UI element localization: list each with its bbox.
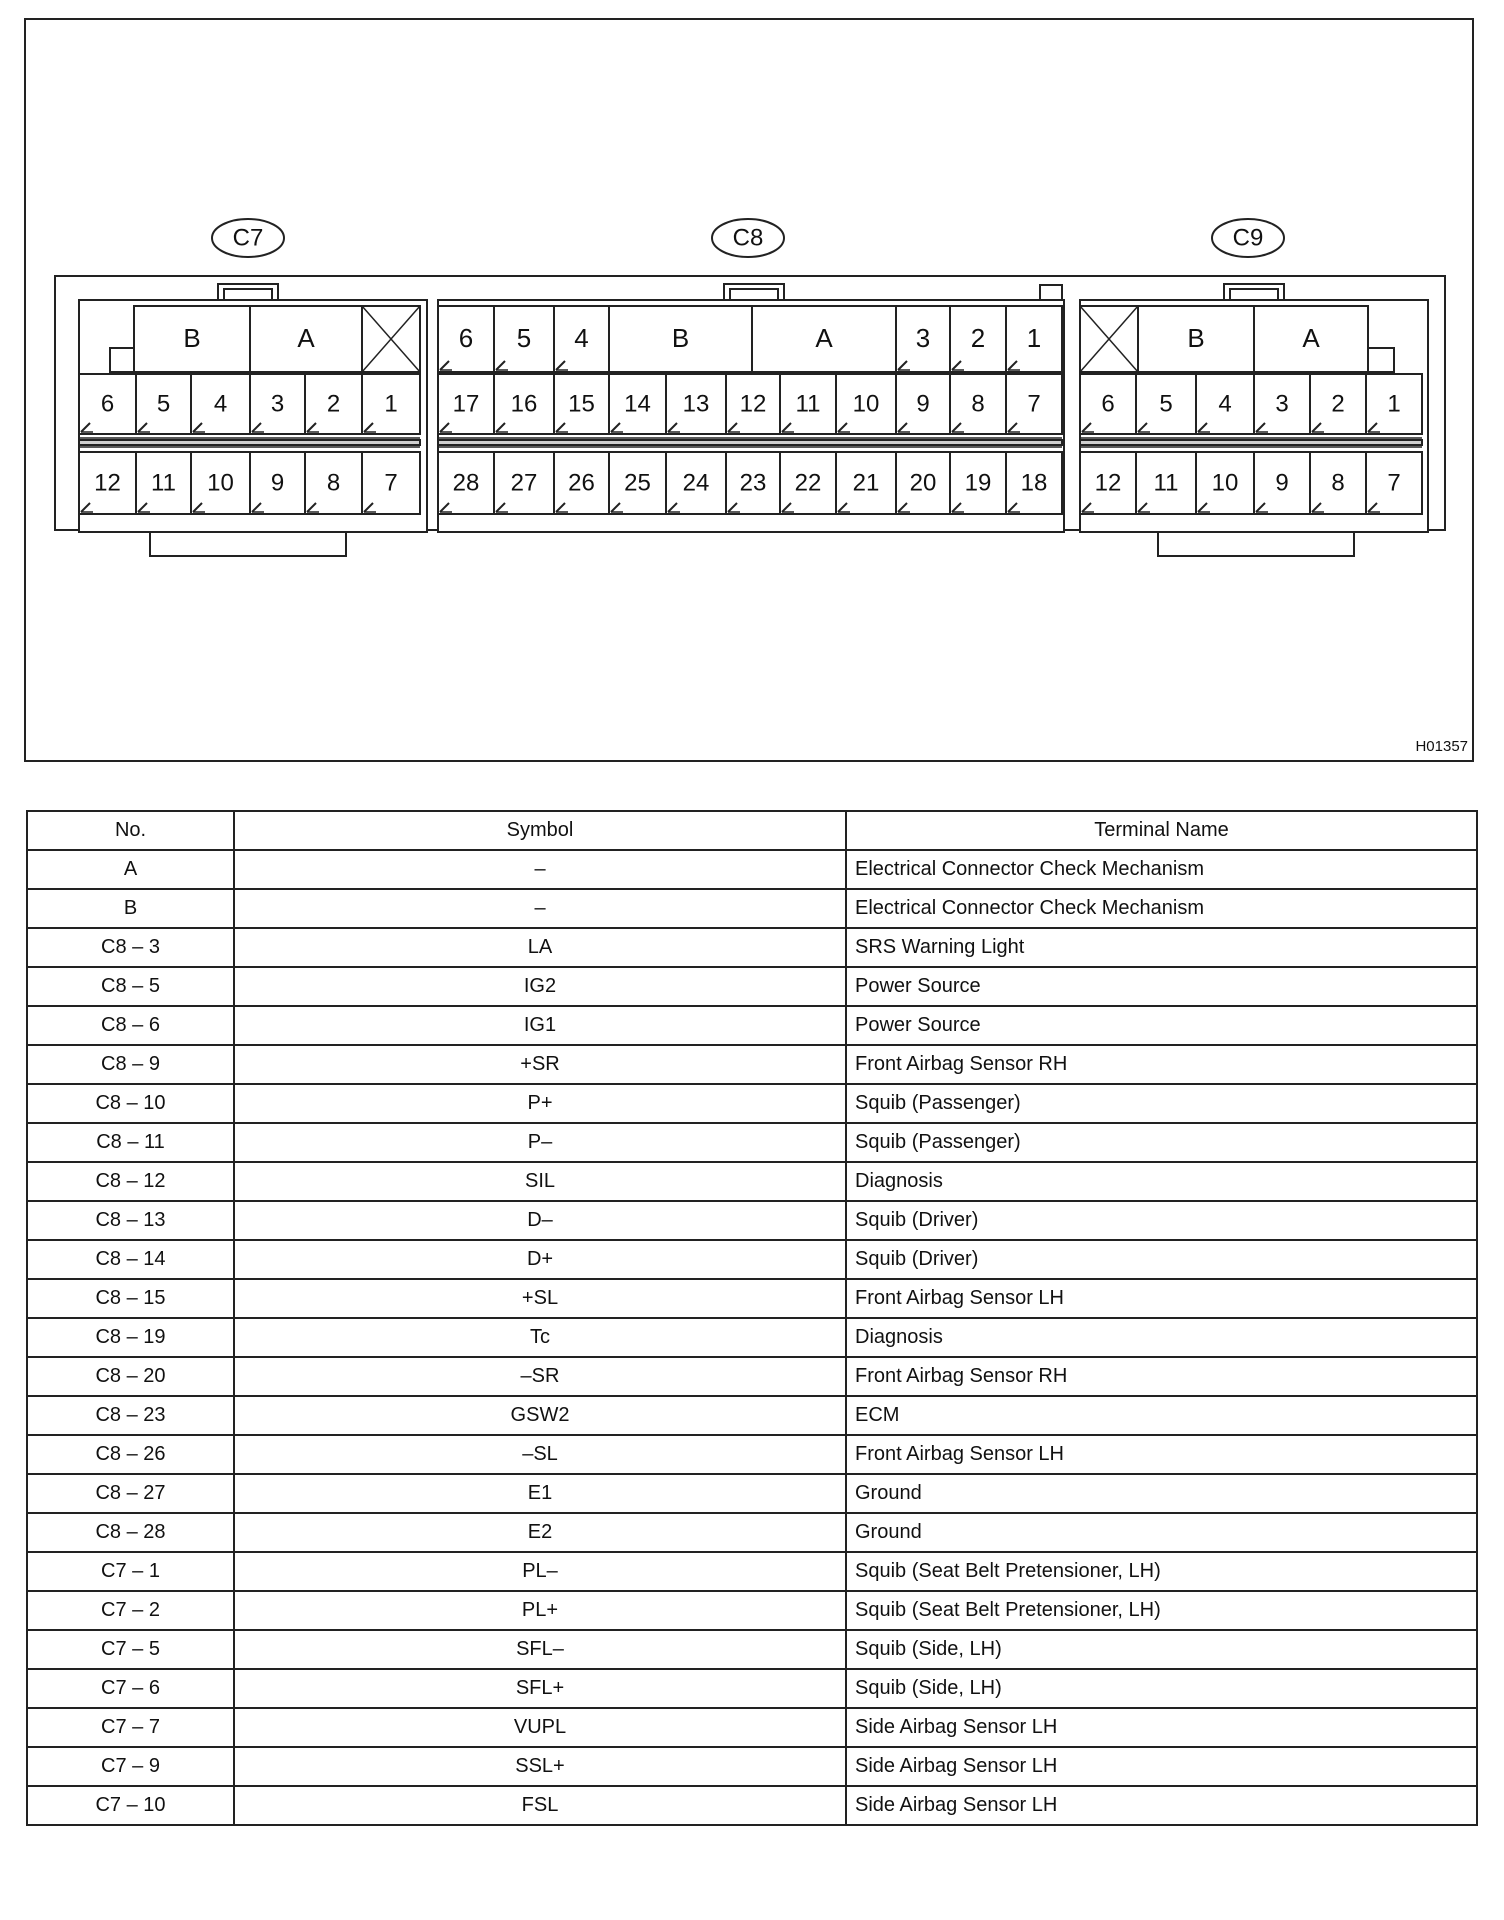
header-no: No. bbox=[27, 811, 234, 850]
terminal-number: 28 bbox=[452, 469, 480, 497]
terminal-no-cell: C7 – 1 bbox=[27, 1552, 234, 1591]
terminal-name-cell: Electrical Connector Check Mechanism bbox=[846, 850, 1477, 889]
terminal-no-cell: C8 – 27 bbox=[27, 1474, 234, 1513]
table-row bbox=[27, 1552, 1477, 1591]
terminal-name-cell: Squib (Seat Belt Pretensioner, LH) bbox=[846, 1591, 1477, 1630]
symbol-cell: +SR bbox=[234, 1045, 846, 1084]
terminal-number: 21 bbox=[852, 469, 880, 497]
table-row bbox=[27, 889, 1477, 928]
terminal-number: 11 bbox=[151, 469, 176, 497]
symbol-cell: D– bbox=[234, 1201, 846, 1240]
connector-c8 bbox=[438, 219, 1064, 532]
terminal-number: 12 bbox=[1094, 469, 1122, 497]
symbol-cell: SFL– bbox=[234, 1630, 846, 1669]
terminal-number: 12 bbox=[739, 390, 767, 418]
terminal-number: 2 bbox=[1331, 390, 1345, 418]
symbol-cell: – bbox=[234, 850, 846, 889]
symbol-cell: SSL+ bbox=[234, 1747, 846, 1786]
table-row bbox=[27, 850, 1477, 889]
key-label: B bbox=[1187, 323, 1205, 353]
terminal-name-cell: SRS Warning Light bbox=[846, 928, 1477, 967]
terminal-number: 7 bbox=[384, 469, 398, 497]
symbol-cell: VUPL bbox=[234, 1708, 846, 1747]
terminal-number: 4 bbox=[213, 390, 228, 418]
terminal-no-cell: C8 – 3 bbox=[27, 928, 234, 967]
key-label: A bbox=[1302, 323, 1320, 353]
terminal-number: 7 bbox=[1027, 390, 1041, 418]
terminal-no-cell: B bbox=[27, 889, 234, 928]
terminal-name-cell: Squib (Side, LH) bbox=[846, 1669, 1477, 1708]
terminal-number: 7 bbox=[1387, 469, 1401, 497]
table-row bbox=[27, 1123, 1477, 1162]
table-row bbox=[27, 1474, 1477, 1513]
terminal-name-cell: Power Source bbox=[846, 967, 1477, 1006]
terminal-no-cell: C8 – 10 bbox=[27, 1084, 234, 1123]
symbol-cell: P– bbox=[234, 1123, 846, 1162]
terminal-number: 20 bbox=[909, 469, 937, 497]
terminal-number: 9 bbox=[270, 469, 285, 497]
key-label: B bbox=[671, 323, 690, 353]
terminal-number: 12 bbox=[94, 469, 121, 497]
terminal-number: 8 bbox=[326, 469, 341, 497]
table-row bbox=[27, 1084, 1477, 1123]
symbol-cell: P+ bbox=[234, 1084, 846, 1123]
terminal-name-cell: Side Airbag Sensor LH bbox=[846, 1708, 1477, 1747]
terminal-name-cell: Squib (Seat Belt Pretensioner, LH) bbox=[846, 1552, 1477, 1591]
symbol-cell: Tc bbox=[234, 1318, 846, 1357]
key-label: 4 bbox=[574, 323, 589, 353]
terminal-name-cell: Diagnosis bbox=[846, 1162, 1477, 1201]
terminal-no-cell: C8 – 20 bbox=[27, 1357, 234, 1396]
terminal-name-cell: Squib (Driver) bbox=[846, 1240, 1477, 1279]
symbol-cell: PL– bbox=[234, 1552, 846, 1591]
terminal-number: 2 bbox=[326, 390, 341, 418]
terminal-name-cell: Squib (Driver) bbox=[846, 1201, 1477, 1240]
terminal-number: 6 bbox=[100, 390, 115, 418]
key-label: A bbox=[297, 323, 315, 353]
table-row bbox=[27, 1513, 1477, 1552]
symbol-cell: GSW2 bbox=[234, 1396, 846, 1435]
table-row bbox=[27, 1006, 1477, 1045]
terminal-no-cell: C8 – 11 bbox=[27, 1123, 234, 1162]
header-symbol: Symbol bbox=[234, 811, 846, 850]
terminal-no-cell: C8 – 23 bbox=[27, 1396, 234, 1435]
terminal-no-cell: C8 – 28 bbox=[27, 1513, 234, 1552]
terminal-no-cell: C8 – 15 bbox=[27, 1279, 234, 1318]
symbol-cell: D+ bbox=[234, 1240, 846, 1279]
terminal-name-cell: Electrical Connector Check Mechanism bbox=[846, 889, 1477, 928]
terminal-no-cell: C8 – 9 bbox=[27, 1045, 234, 1084]
table-row bbox=[27, 1240, 1477, 1279]
symbol-cell: +SL bbox=[234, 1279, 846, 1318]
key-label: 3 bbox=[915, 323, 931, 353]
key-label: A bbox=[815, 323, 833, 353]
table-row bbox=[27, 1630, 1477, 1669]
figure-code: H01357 bbox=[1415, 738, 1468, 755]
symbol-cell: SFL+ bbox=[234, 1669, 846, 1708]
connector-c9 bbox=[1080, 219, 1428, 556]
terminal-number: 16 bbox=[510, 390, 538, 418]
terminal-name-cell: Side Airbag Sensor LH bbox=[846, 1747, 1477, 1786]
table-row bbox=[27, 1669, 1477, 1708]
terminal-no-cell: A bbox=[27, 850, 234, 889]
header-terminal-name: Terminal Name bbox=[846, 811, 1477, 850]
terminal-number: 5 bbox=[156, 390, 171, 418]
terminal-number: 1 bbox=[1387, 390, 1401, 418]
terminal-name-cell: Squib (Passenger) bbox=[846, 1123, 1477, 1162]
terminal-no-cell: C8 – 6 bbox=[27, 1006, 234, 1045]
terminal-no-cell: C7 – 10 bbox=[27, 1786, 234, 1825]
connector-c7-label: C7 bbox=[232, 224, 264, 252]
terminal-name-cell: Side Airbag Sensor LH bbox=[846, 1786, 1477, 1825]
terminal-number: 11 bbox=[1153, 469, 1179, 497]
symbol-cell: E2 bbox=[234, 1513, 846, 1552]
key-label: B bbox=[183, 323, 201, 353]
terminal-no-cell: C7 – 6 bbox=[27, 1669, 234, 1708]
terminal-number: 4 bbox=[1218, 390, 1232, 418]
row-divider-band bbox=[79, 440, 420, 445]
table-row bbox=[27, 1279, 1477, 1318]
table-row bbox=[27, 967, 1477, 1006]
symbol-cell: PL+ bbox=[234, 1591, 846, 1630]
key-label: 5 bbox=[516, 323, 532, 353]
terminal-no-cell: C7 – 7 bbox=[27, 1708, 234, 1747]
terminal-number: 22 bbox=[794, 469, 822, 497]
terminal-name-cell: Squib (Side, LH) bbox=[846, 1630, 1477, 1669]
connector-diagram bbox=[0, 0, 1504, 780]
terminal-name-cell: Front Airbag Sensor RH bbox=[846, 1357, 1477, 1396]
terminal-name-cell: Ground bbox=[846, 1513, 1477, 1552]
terminal-table bbox=[26, 810, 1478, 1826]
terminal-number: 17 bbox=[452, 390, 480, 418]
terminal-name-cell: Front Airbag Sensor LH bbox=[846, 1435, 1477, 1474]
terminal-name-cell: Power Source bbox=[846, 1006, 1477, 1045]
terminal-no-cell: C7 – 5 bbox=[27, 1630, 234, 1669]
terminal-name-cell: Front Airbag Sensor RH bbox=[846, 1045, 1477, 1084]
terminal-number: 13 bbox=[682, 390, 710, 418]
table-row bbox=[27, 1747, 1477, 1786]
table-row bbox=[27, 1162, 1477, 1201]
terminal-number: 8 bbox=[971, 390, 985, 418]
symbol-cell: IG2 bbox=[234, 967, 846, 1006]
symbol-cell: SIL bbox=[234, 1162, 846, 1201]
table-row bbox=[27, 1045, 1477, 1084]
terminal-number: 18 bbox=[1020, 469, 1048, 497]
connector-c9-label: C9 bbox=[1232, 224, 1264, 252]
terminal-number: 8 bbox=[1331, 469, 1345, 497]
terminal-number: 24 bbox=[682, 469, 710, 497]
key-label: 1 bbox=[1026, 323, 1042, 353]
table-row bbox=[27, 1201, 1477, 1240]
table-row bbox=[27, 1435, 1477, 1474]
terminal-number: 27 bbox=[510, 469, 538, 497]
terminal-number: 23 bbox=[739, 469, 767, 497]
terminal-number: 3 bbox=[270, 390, 285, 418]
key-label: 2 bbox=[970, 323, 986, 353]
symbol-cell: –SR bbox=[234, 1357, 846, 1396]
terminal-name-cell: Squib (Passenger) bbox=[846, 1084, 1477, 1123]
terminal-name-cell: ECM bbox=[846, 1396, 1477, 1435]
connector-c8-label: C8 bbox=[732, 224, 764, 252]
row-divider-band bbox=[438, 440, 1062, 445]
terminal-no-cell: C7 – 9 bbox=[27, 1747, 234, 1786]
key-label: 6 bbox=[458, 323, 474, 353]
table-row bbox=[27, 1357, 1477, 1396]
terminal-name-cell: Ground bbox=[846, 1474, 1477, 1513]
symbol-cell: E1 bbox=[234, 1474, 846, 1513]
terminal-no-cell: C8 – 19 bbox=[27, 1318, 234, 1357]
terminal-no-cell: C8 – 5 bbox=[27, 967, 234, 1006]
table-body bbox=[27, 850, 1477, 1825]
terminal-name-cell: Front Airbag Sensor LH bbox=[846, 1279, 1477, 1318]
table-row bbox=[27, 1318, 1477, 1357]
terminal-number: 9 bbox=[916, 390, 930, 418]
symbol-cell: – bbox=[234, 889, 846, 928]
terminal-number: 15 bbox=[568, 390, 595, 418]
terminal-number: 19 bbox=[964, 469, 992, 497]
terminal-number: 26 bbox=[568, 469, 595, 497]
table-header-row bbox=[27, 811, 1477, 850]
table-row bbox=[27, 1786, 1477, 1825]
terminal-number: 25 bbox=[624, 469, 651, 497]
terminal-number: 14 bbox=[624, 390, 651, 418]
connector-c7 bbox=[79, 219, 427, 556]
row-divider-band bbox=[1080, 440, 1422, 445]
table-row bbox=[27, 1396, 1477, 1435]
terminal-no-cell: C7 – 2 bbox=[27, 1591, 234, 1630]
terminal-number: 9 bbox=[1275, 469, 1289, 497]
table-row bbox=[27, 928, 1477, 967]
terminal-no-cell: C8 – 26 bbox=[27, 1435, 234, 1474]
terminal-number: 5 bbox=[1159, 390, 1173, 418]
terminal-name-cell: Diagnosis bbox=[846, 1318, 1477, 1357]
terminal-no-cell: C8 – 12 bbox=[27, 1162, 234, 1201]
terminal-number: 6 bbox=[1101, 390, 1115, 418]
terminal-number: 1 bbox=[384, 390, 398, 418]
terminal-number: 10 bbox=[852, 390, 880, 418]
terminal-number: 3 bbox=[1275, 390, 1289, 418]
table-row bbox=[27, 1591, 1477, 1630]
terminal-number: 10 bbox=[1211, 469, 1239, 497]
terminal-no-cell: C8 – 14 bbox=[27, 1240, 234, 1279]
connector-c9-guide bbox=[1368, 348, 1394, 372]
symbol-cell: IG1 bbox=[234, 1006, 846, 1045]
table-row bbox=[27, 1708, 1477, 1747]
terminal-number: 11 bbox=[795, 390, 821, 418]
symbol-cell: –SL bbox=[234, 1435, 846, 1474]
symbol-cell: FSL bbox=[234, 1786, 846, 1825]
symbol-cell: LA bbox=[234, 928, 846, 967]
terminal-number: 10 bbox=[207, 469, 234, 497]
terminal-no-cell: C8 – 13 bbox=[27, 1201, 234, 1240]
connector-c7-guide bbox=[110, 348, 136, 372]
